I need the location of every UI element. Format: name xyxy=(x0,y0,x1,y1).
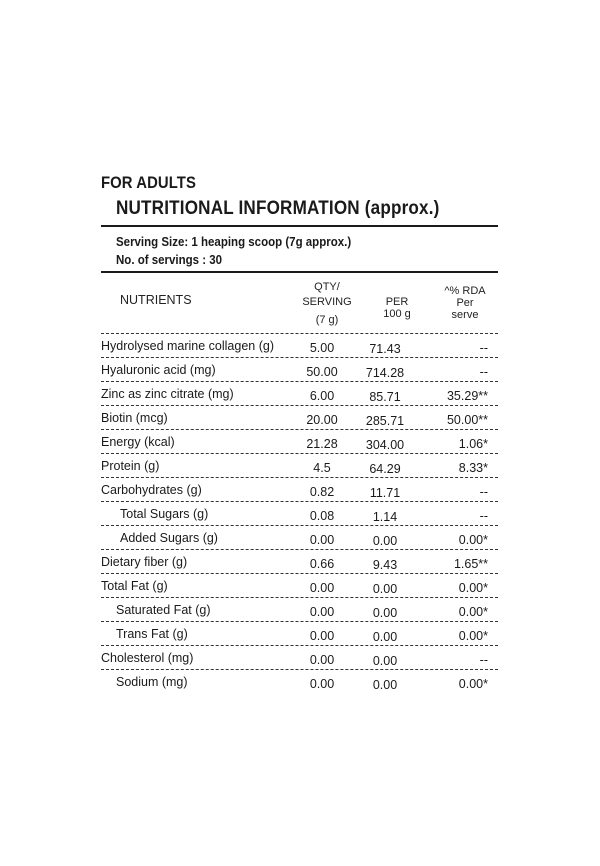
qty-header-line2: SERVING xyxy=(302,296,352,308)
rda-percent: 0.00* xyxy=(458,581,488,595)
qty-per-serving: 20.00 xyxy=(306,413,338,427)
qty-per-100g: 304.00 xyxy=(365,438,405,452)
table-row xyxy=(101,405,498,429)
qty-header-line1: QTY/ xyxy=(314,281,340,293)
qty-per-100g: 0.00 xyxy=(372,654,398,668)
serving-size: Serving Size: 1 heaping scoop (7g approx.) xyxy=(116,235,352,249)
rda-header-line1: ^% RDA xyxy=(444,285,486,297)
rda-header-line2: Per xyxy=(456,297,474,309)
table-row xyxy=(101,621,498,645)
qty-per-serving: 0.66 xyxy=(309,557,335,571)
qty-per-serving: 0.00 xyxy=(309,581,335,595)
qty-per-100g: 0.00 xyxy=(372,606,398,620)
qty-per-100g: 9.43 xyxy=(372,558,398,572)
nutrient-name: Biotin (mcg) xyxy=(101,411,168,425)
nutrient-name: Carbohydrates (g) xyxy=(101,483,202,497)
qty-per-serving: 0.00 xyxy=(309,629,335,643)
qty-per-serving: 0.82 xyxy=(309,485,335,499)
qty-per-100g: 714.28 xyxy=(365,366,405,380)
rda-percent: 8.33* xyxy=(458,461,488,475)
per-header-line2: 100 g xyxy=(383,308,411,320)
qty-per-serving: 0.00 xyxy=(309,653,335,667)
table-row xyxy=(101,549,498,573)
rda-percent: 0.00* xyxy=(458,629,488,643)
rda-percent: 0.00* xyxy=(458,677,488,691)
qty-per-serving: 21.28 xyxy=(306,437,338,451)
table-row xyxy=(101,669,498,693)
qty-per-100g: 64.29 xyxy=(369,462,401,476)
nutrient-name: Cholesterol (mg) xyxy=(101,651,194,665)
header-rule xyxy=(101,271,498,273)
servings-count: No. of servings : 30 xyxy=(116,253,223,267)
nutrient-name: Hydrolysed marine collagen (g) xyxy=(101,339,274,353)
nutrient-name: Total Sugars (g) xyxy=(120,507,209,521)
nutrient-name: Saturated Fat (g) xyxy=(116,603,211,617)
qty-per-100g: 1.14 xyxy=(372,510,398,524)
table-row xyxy=(101,645,498,669)
rda-percent: 50.00** xyxy=(446,413,488,427)
table-row xyxy=(101,333,498,357)
nutrient-name: Total Fat (g) xyxy=(101,579,168,593)
table-row xyxy=(101,429,498,453)
qty-per-100g: 71.43 xyxy=(369,342,401,356)
nutrient-name: Dietary fiber (g) xyxy=(101,555,188,569)
qty-per-100g: 285.71 xyxy=(365,414,405,428)
rda-header-line3: serve xyxy=(451,309,479,321)
qty-per-serving: 6.00 xyxy=(309,389,335,403)
table-row xyxy=(101,525,498,549)
rda-percent: 1.65** xyxy=(453,557,488,571)
qty-per-100g: 11.71 xyxy=(369,486,401,500)
per-header-line1: PER xyxy=(385,296,409,308)
table-row xyxy=(101,453,498,477)
rda-percent: -- xyxy=(479,653,488,667)
table-row xyxy=(101,501,498,525)
qty-per-serving: 5.00 xyxy=(309,341,335,355)
rda-percent: -- xyxy=(479,365,488,379)
qty-per-serving: 4.5 xyxy=(313,461,331,475)
rda-percent: -- xyxy=(479,341,488,355)
rda-percent: -- xyxy=(479,485,488,499)
qty-per-100g: 0.00 xyxy=(372,678,398,692)
page-title: NUTRITIONAL INFORMATION (approx.) xyxy=(116,198,440,219)
qty-per-100g: 0.00 xyxy=(372,582,398,596)
nutrient-name: Energy (kcal) xyxy=(101,435,175,449)
qty-header-line3: (7 g) xyxy=(315,314,339,326)
table-row xyxy=(101,477,498,501)
nutrient-name: Protein (g) xyxy=(101,459,160,473)
nutrient-name: Sodium (mg) xyxy=(116,675,188,689)
rda-percent: 0.00* xyxy=(458,605,488,619)
nutrient-name: Hyaluronic acid (mg) xyxy=(101,363,216,377)
nutrition-table xyxy=(101,333,498,693)
rda-percent: 0.00* xyxy=(458,533,488,547)
table-row xyxy=(101,381,498,405)
qty-per-serving: 0.00 xyxy=(309,605,335,619)
table-row xyxy=(101,573,498,597)
rda-percent: 35.29** xyxy=(446,389,488,403)
nutrient-name: Zinc as zinc citrate (mg) xyxy=(101,387,234,401)
rda-percent: -- xyxy=(479,509,488,523)
nutrient-name: Trans Fat (g) xyxy=(116,627,188,641)
qty-per-100g: 0.00 xyxy=(372,534,398,548)
qty-per-100g: 0.00 xyxy=(372,630,398,644)
table-row xyxy=(101,597,498,621)
qty-per-serving: 0.00 xyxy=(309,533,335,547)
qty-per-serving: 50.00 xyxy=(306,365,338,379)
table-row xyxy=(101,357,498,381)
top-rule xyxy=(101,225,498,227)
qty-per-100g: 85.71 xyxy=(369,390,401,404)
qty-per-serving: 0.00 xyxy=(309,677,335,691)
nutrient-name: Added Sugars (g) xyxy=(120,531,218,545)
qty-per-serving: 0.08 xyxy=(309,509,335,523)
nutrients-column-header: NUTRIENTS xyxy=(120,293,192,307)
audience-heading: FOR ADULTS xyxy=(101,174,196,192)
rda-percent: 1.06* xyxy=(458,437,488,451)
